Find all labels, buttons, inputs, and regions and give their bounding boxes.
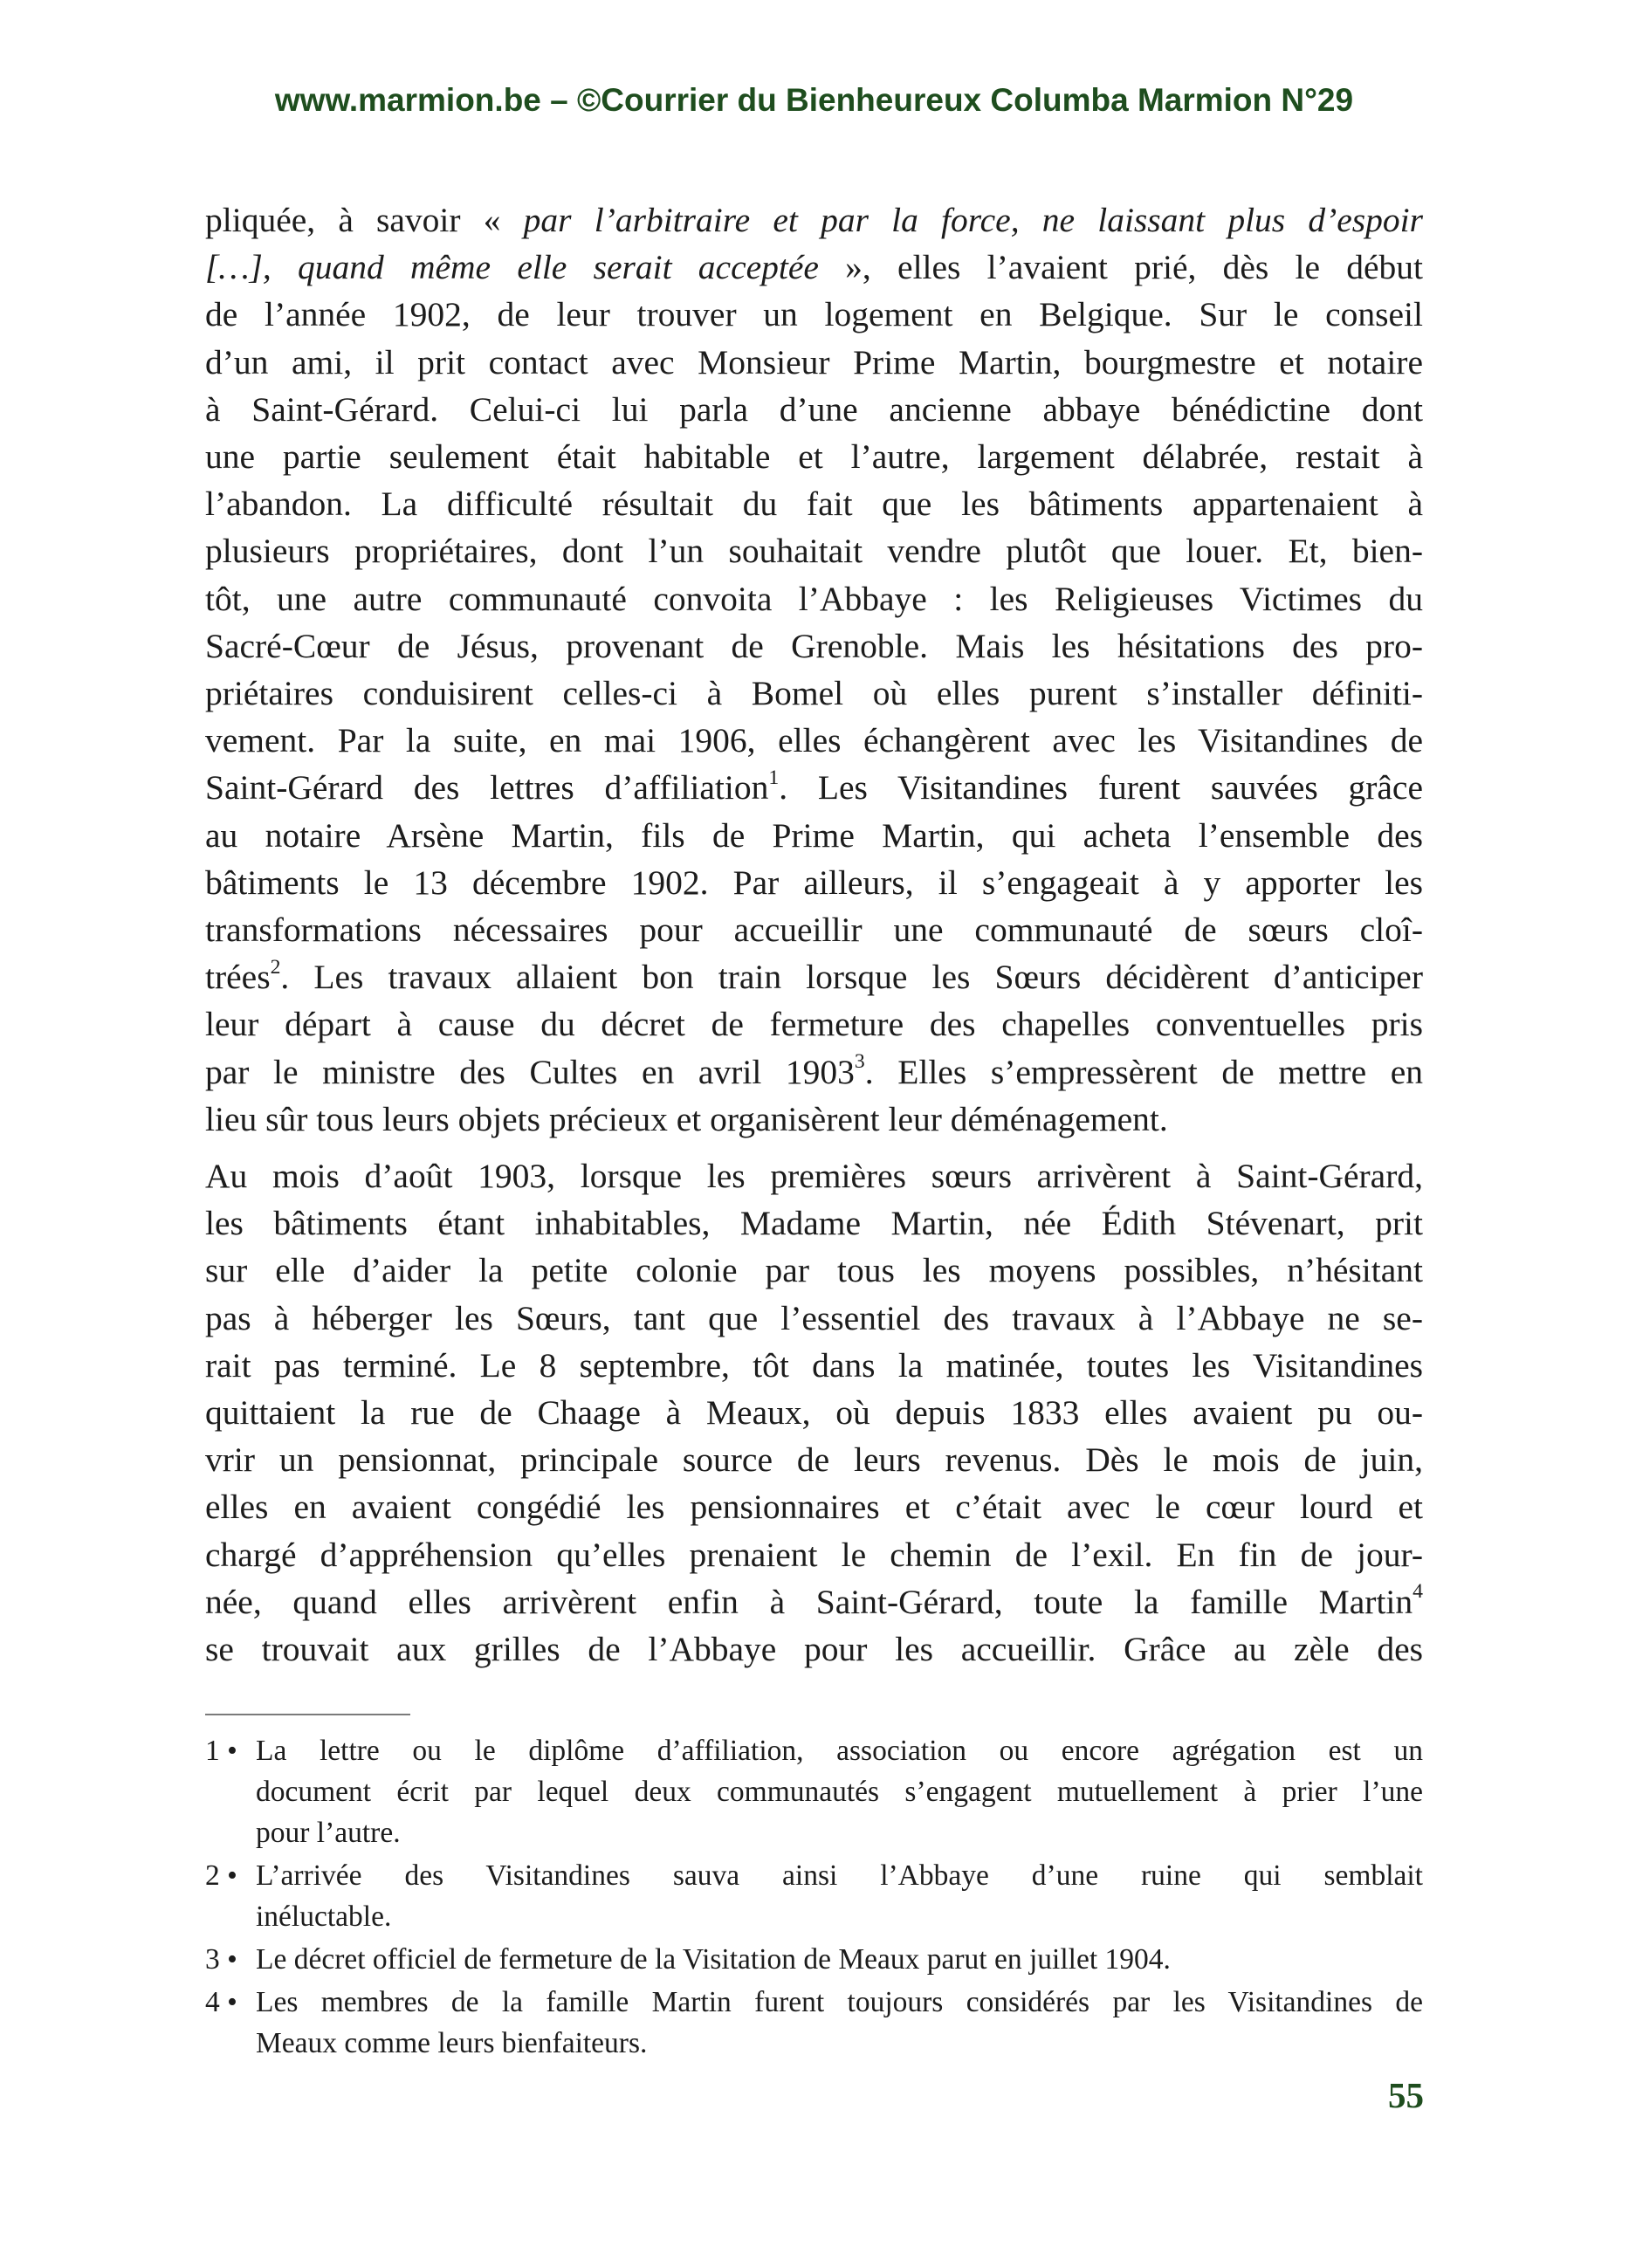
text-line: [205, 196, 1423, 244]
text-segment: . Les travaux allaient bon train lorsque les Sœurs décidèrent d’anticiper: [280, 958, 1423, 997]
text-line: leur départ à cause du décret de fermeture des chapelles conventuelles pris: [205, 1005, 1423, 1044]
text-line: priétaires conduisirent celles-ci à Bomel où elles purent s’installer définiti-: [205, 674, 1423, 713]
text-segment: Saint-Gérard des lettres d’affiliation: [205, 768, 769, 808]
footnote-text: [205, 1982, 1423, 2064]
text-line: Au mois d’août 1903, lorsque les premières sœurs arrivèrent à Saint-Gérard,: [205, 1157, 1423, 1196]
footnote: [205, 1939, 1423, 1980]
body-text: [205, 196, 1423, 1673]
text-segment: . Les Visitandines furent sauvées grâce: [779, 768, 1423, 808]
footnote-ref[interactable]: 4: [1412, 1580, 1423, 1604]
footnote: [205, 1855, 1423, 1937]
quotation-italic: […], quand même elle serait acceptée: [205, 248, 819, 287]
footnote-text: [205, 1730, 1423, 1853]
footnote-line: Les membres de la famille Martin furent toujours considérés par les Visitandines de: [256, 1986, 1423, 2018]
text-line: au notaire Arsène Martin, fils de Prime Martin, qui acheta l’ensemble des: [205, 815, 1423, 855]
footnote-line: L’arrivée des Visitandines sauva ainsi l’Abbaye d’une ruine qui semblait: [256, 1859, 1423, 1892]
text-line: [205, 1048, 1423, 1096]
text-line: lieu sûr tous leurs objets précieux et organisèrent leur déménagement.: [205, 1099, 1168, 1138]
text-line: chargé d’appréhension qu’elles prenaient le chemin de l’exil. En fin de jour-: [205, 1535, 1423, 1574]
footnote-line: inéluctable.: [256, 1900, 392, 1933]
text-line: Sacré-Cœur de Jésus, provenant de Grenoble. Mais les hésitations des pro-: [205, 626, 1423, 665]
running-header: www.marmion.be – ©Courrier du Bienheureux Columba Marmion N°29: [274, 82, 1354, 118]
text-line: elles en avaient congédié les pensionnaires et c’était avec le cœur lourd et: [205, 1488, 1423, 1527]
text-line: [205, 244, 1423, 291]
text-line: [205, 1578, 1423, 1625]
text-line: une partie seulement était habitable et l’autre, largement délabrée, restait à: [205, 437, 1423, 477]
footnote-marker: 1 •: [205, 1735, 237, 1767]
text-line: tôt, une autre communauté convoita l’Abbaye : les Religieuses Victimes du: [205, 579, 1423, 618]
text-line: plusieurs propriétaires, dont l’un souhaitait vendre plutôt que louer. Et, bien-: [205, 532, 1423, 571]
footnote-marker: 4 •: [205, 1986, 237, 2018]
text-line: bâtiments le 13 décembre 1902. Par ailleurs, il s’engageait à y apporter les: [205, 863, 1423, 902]
paragraph: [205, 1152, 1423, 1673]
footnote-marker: 2 •: [205, 1859, 237, 1892]
text-line: de l’année 1902, de leur trouver un logement en Belgique. Sur le conseil: [205, 295, 1423, 334]
footnote: [205, 1982, 1423, 2064]
text-line: l’abandon. La difficulté résultait du fait que les bâtiments appartenaient à: [205, 485, 1423, 524]
footnote-ref[interactable]: 2: [270, 955, 281, 979]
quotation-italic: par l’arbitraire et par la force, ne laissant plus d’espoir: [523, 201, 1423, 239]
footnotes: [205, 1730, 1423, 2065]
footnote-ref[interactable]: 1: [768, 766, 780, 789]
footnote: [205, 1730, 1423, 1853]
text-line: à Saint-Gérard. Celui-ci lui parla d’une ancienne abbaye bénédictine dont: [205, 389, 1423, 429]
footnote-ref[interactable]: 3: [854, 1049, 865, 1073]
text-line: quittaient la rue de Chaage à Meaux, où depuis 1833 elles avaient pu ou-: [205, 1393, 1423, 1433]
footnote-line: Meaux comme leurs bienfaiteurs.: [256, 2027, 648, 2059]
footnote-text: [205, 1939, 1423, 1980]
text-line: se trouvait aux grilles de l’Abbaye pour les accueillir. Grâce au zèle des: [205, 1630, 1423, 1669]
text-segment: . Elles s’empressèrent de mettre en: [864, 1052, 1423, 1091]
footnote-line: pour l’autre.: [256, 1817, 401, 1849]
footnote-separator: [205, 1714, 410, 1715]
page-number: 55: [1388, 2075, 1424, 2115]
text-line: d’un ami, il prit contact avec Monsieur Prime Martin, bourgmestre et notaire: [205, 342, 1423, 381]
text-line: [205, 953, 1423, 1000]
text-segment: trées: [205, 958, 271, 997]
paragraph: [205, 196, 1423, 1143]
text-line: les bâtiments étant inhabitables, Madame Martin, née Édith Stévenart, prit: [205, 1204, 1423, 1243]
footnote-marker: 3 •: [205, 1943, 237, 1976]
footnote-line: Le décret officiel de fermeture de la Visitation de Meaux parut en juillet 1904.: [256, 1943, 1171, 1976]
text-segment: par le ministre des Cultes en avril 1903: [205, 1052, 855, 1091]
footnote-line: document écrit par lequel deux communautés s’engagent mutuellement à prier l’une: [256, 1776, 1423, 1808]
text-line: [205, 764, 1423, 811]
text-line: transformations nécessaires pour accueillir une communauté de sœurs cloî-: [205, 911, 1423, 950]
text-line: rait pas terminé. Le 8 septembre, tôt dans la matinée, toutes les Visitandines: [205, 1345, 1423, 1385]
footnote-text: [205, 1855, 1423, 1937]
text-line: pas à héberger les Sœurs, tant que l’essentiel des travaux à l’Abbaye ne se-: [205, 1298, 1423, 1337]
text-segment: », elles l’avaient prié, dès le début: [818, 248, 1423, 287]
text-segment: née, quand elles arrivèrent enfin à Saint-Gérard, toute la famille Martin: [205, 1582, 1413, 1621]
text-segment: pliquée, à savoir «: [205, 201, 524, 239]
text-line: vrir un pensionnat, principale source de leurs revenus. Dès le mois de juin,: [205, 1440, 1423, 1480]
footnote-line: La lettre ou le diplôme d’affiliation, association ou encore agrégation est un: [256, 1735, 1423, 1767]
text-line: sur elle d’aider la petite colonie par tous les moyens possibles, n’hésitant: [205, 1251, 1423, 1290]
text-line: vement. Par la suite, en mai 1906, elles échangèrent avec les Visitandines de: [205, 721, 1423, 760]
